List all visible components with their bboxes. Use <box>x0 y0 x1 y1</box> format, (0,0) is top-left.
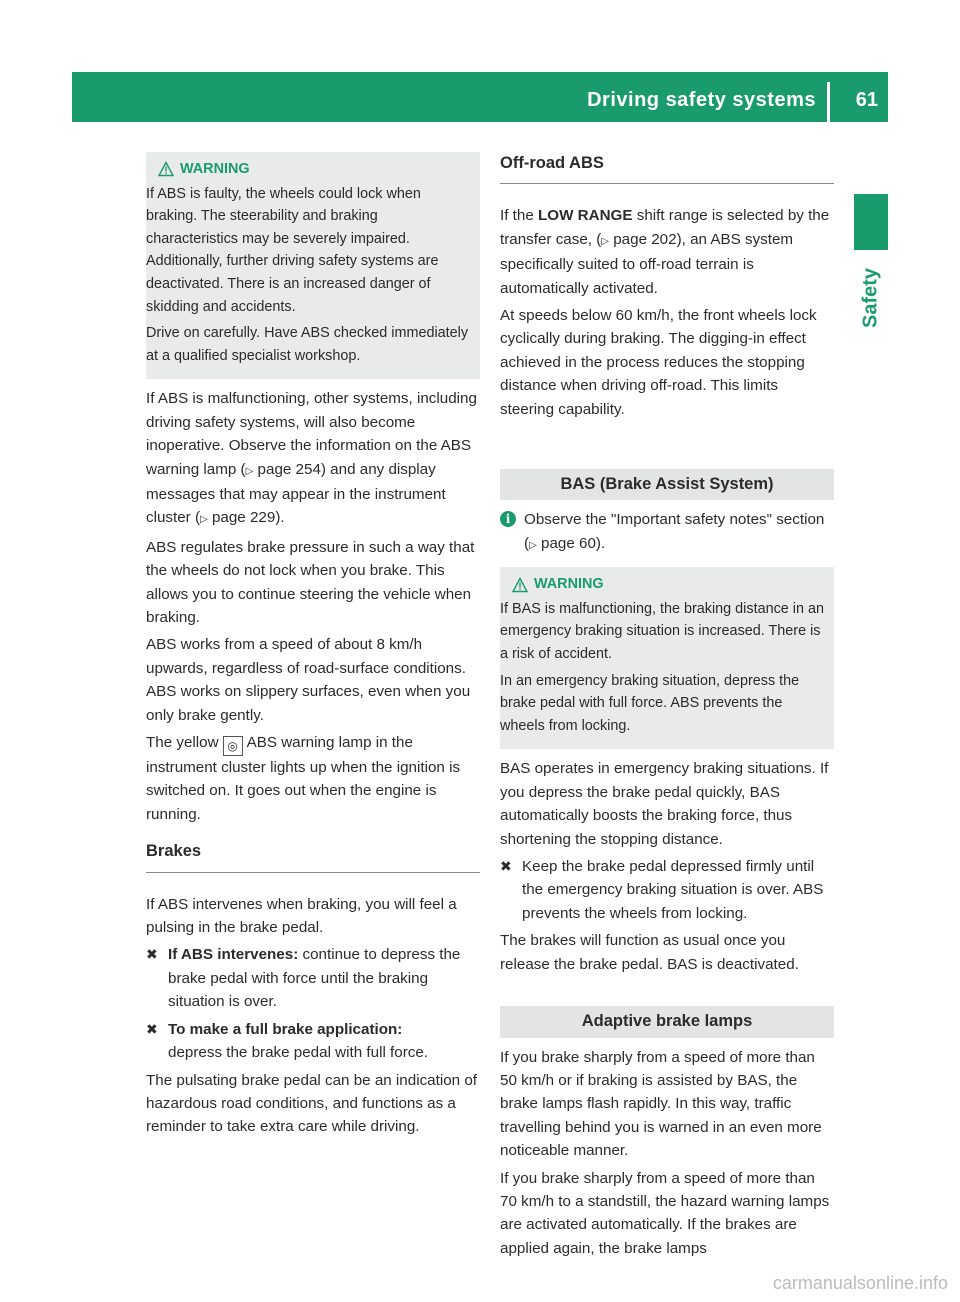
warning-label: WARNING <box>180 161 250 177</box>
warning-text: If BAS is malfunctioning, the braking distance in an emergency braking situation is increased. There is a risk of accident. <box>500 600 824 663</box>
page-reference-link[interactable]: page 229 <box>211 509 276 527</box>
header-divider <box>827 82 830 122</box>
paragraph: The brakes will function as usual once you release the brake pedal. BAS is deactivated. <box>500 932 799 973</box>
page-ref-triangle-icon: ▷ <box>245 465 254 477</box>
left-column <box>146 152 480 1143</box>
step-arrow-icon: ✖ <box>146 946 158 963</box>
warning-text: In an emergency braking situation, depress the brake pedal with full force. ABS prevents the wheels from locking. <box>500 672 800 734</box>
instruction-step: ✖ If ABS intervenes: continue to depress the brake pedal with force until the braking situation is over. <box>146 943 480 1013</box>
page-number: 61 <box>855 89 878 111</box>
page-ref-triangle-icon: ▷ <box>529 539 537 551</box>
page-reference-link[interactable]: page 254 <box>257 460 321 478</box>
info-note: i Observe the "Important safety notes" section (▷ page 60). <box>500 508 834 557</box>
side-tab-label: Safety <box>859 267 882 329</box>
section-heading-adaptive-brake-lamps: Adaptive brake lamps <box>500 1006 834 1037</box>
page-section-title: Driving safety systems <box>587 89 816 111</box>
header-bar <box>72 72 888 122</box>
step-arrow-icon: ✖ <box>500 858 512 875</box>
paragraph: If the LOW RANGE shift range is selected by the transfer case, (▷ page 202), an ABS system specifically suited to off-road terrain is automatically activated. <box>500 207 830 297</box>
paragraph: If ABS is malfunctioning, other systems, including driving safety systems, will also become inoperative. Observe the information on the ABS warning lamp (▷ page 254) and any display messages that may appear in the instrument cluster (▷ page 229). <box>146 390 477 527</box>
page-reference-link[interactable]: page 202 <box>613 230 677 248</box>
section-heading-brakes: Brakes <box>146 840 480 872</box>
paragraph: BAS operates in emergency braking situations. If you depress the brake pedal quickly, BAS automatically boosts the braking force, thus shortening the stopping distance. <box>500 760 829 848</box>
paragraph: If you brake sharply from a speed of more than 50 km/h or if braking is assisted by BAS, the brake lamps flash rapidly. In this way, traffic travelling behind you is warned in an even more noticeable manner. <box>500 1048 822 1160</box>
warning-heading <box>158 158 470 181</box>
warning-text: Drive on carefully. Have ABS checked immediately at a qualified specialist workshop. <box>146 325 469 364</box>
section-heading-bas: BAS (Brake Assist System) <box>500 469 834 500</box>
instruction-step: ✖ To make a full brake application: depress the brake pedal with full force. <box>146 1018 480 1065</box>
paragraph: ABS regulates brake pressure in such a way that the wheels do not lock when you brake. This allows you to continue steering the vehicle when braking. <box>146 538 475 626</box>
page-ref-triangle-icon: ▷ <box>601 235 609 247</box>
paragraph: If ABS intervenes when braking, you will feel a pulsing in the brake pedal. <box>146 895 457 937</box>
section-heading-offroad-abs: Off-road ABS <box>500 152 834 184</box>
instruction-step: ✖ Keep the brake pedal depressed firmly until the emergency braking situation is over. ABS prevents the wheels from locking. <box>500 855 834 925</box>
paragraph: The pulsating brake pedal can be an indication of hazardous road conditions, and functions as a reminder to take extra care while driving. <box>146 1071 477 1136</box>
right-column <box>500 152 834 1264</box>
watermark-link[interactable]: carmanualsonline.info <box>772 1273 948 1293</box>
warning-heading <box>512 573 824 596</box>
warning-label: WARNING <box>534 576 604 593</box>
paragraph: At speeds below 60 km/h, the front wheels lock cyclically during braking. The digging-in effect achieved in the process reduces the stopping distance when driving off-road. This limits steering capability. <box>500 307 817 418</box>
page-reference-link[interactable]: page 60 <box>541 534 596 552</box>
warning-box-bas <box>500 567 834 749</box>
warning-text: If ABS is faulty, the wheels could lock when braking. The steerability and braking characteristics may be severely impaired. Additionally, further driving safety systems are deactivated. There is an increased danger of skidding and accidents. <box>146 185 439 315</box>
paragraph: ABS works from a speed of about 8 km/h upwards, regardless of road-surface conditions. ABS works on slippery surfaces, even when you only brake gently. <box>146 636 471 724</box>
paragraph: If you brake sharply from a speed of more than 70 km/h to a standstill, the hazard warning lamps are activated automatically. If the brakes are applied again, the brake lamps <box>500 1169 830 1257</box>
abs-lamp-icon: ◎ <box>223 736 243 756</box>
step-arrow-icon: ✖ <box>146 1020 158 1037</box>
warning-triangle-icon <box>512 577 528 593</box>
warning-box-abs <box>146 152 480 379</box>
paragraph: The yellow ◎ ABS warning lamp in the instrument cluster lights up when the ignition is switched on. It goes out when the engine is running. <box>146 734 461 823</box>
info-icon: i <box>500 511 516 527</box>
page-ref-triangle-icon: ▷ <box>200 514 208 526</box>
warning-triangle-icon <box>158 161 174 177</box>
side-tab-marker <box>854 194 888 250</box>
